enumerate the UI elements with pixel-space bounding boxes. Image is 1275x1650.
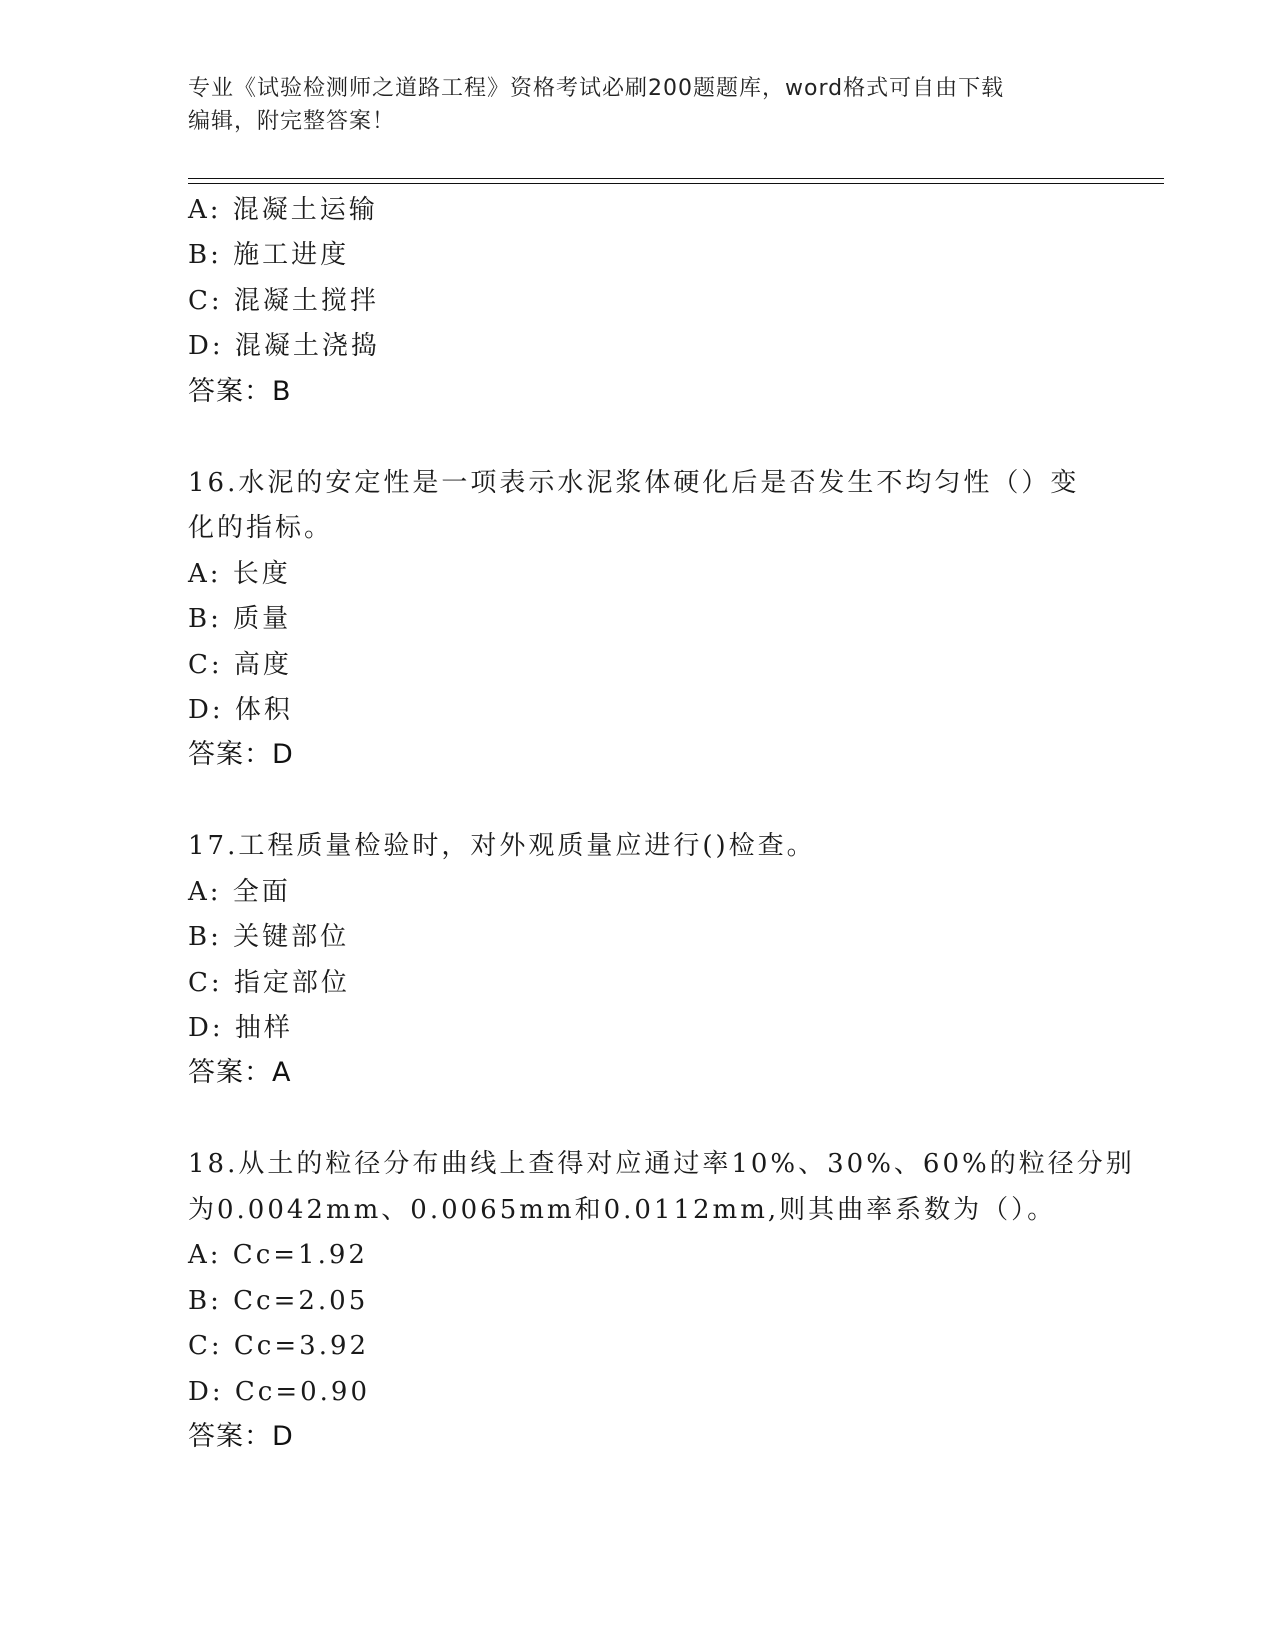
header-divider-bottom bbox=[188, 183, 1164, 184]
q15-option-b: B: 施工进度 bbox=[188, 240, 350, 270]
q17-option-b: B: 关键部位 bbox=[188, 922, 350, 952]
q15-answer: 答案：B bbox=[188, 376, 292, 407]
q16-stem-line-1: 16.水泥的安定性是一项表示水泥浆体硬化后是否发生不均匀性（）变 bbox=[188, 468, 1080, 498]
q18-option-c: C: Cc=3.92 bbox=[188, 1331, 370, 1361]
q18-option-b: B: Cc=2.05 bbox=[188, 1286, 369, 1316]
q16-option-a: A: 长度 bbox=[188, 559, 291, 589]
document-header bbox=[188, 72, 1088, 138]
header-title-line-2: 编辑，附完整答案！ bbox=[188, 109, 396, 134]
q16-option-c: C: 高度 bbox=[188, 650, 292, 680]
q18-stem-line-2: 为0.0042mm、0.0065mm和0.0112mm,则其曲率系数为（）。 bbox=[188, 1195, 1057, 1225]
header-divider-top bbox=[188, 178, 1164, 179]
q15-option-c: C: 混凝土搅拌 bbox=[188, 286, 379, 316]
q15-option-d: D: 混凝土浇捣 bbox=[188, 331, 380, 361]
q17-stem-line-1: 17.工程质量检验时，对外观质量应进行()检查。 bbox=[188, 831, 816, 861]
q18-stem-line-1: 18.从土的粒径分布曲线上查得对应通过率10%、30%、60%的粒径分别 bbox=[188, 1149, 1135, 1179]
q16-option-d: D: 体积 bbox=[188, 695, 293, 725]
q17-option-c: C: 指定部位 bbox=[188, 968, 350, 998]
q18-option-a: A: Cc=1.92 bbox=[188, 1240, 368, 1270]
q17-answer: 答案：A bbox=[188, 1057, 292, 1088]
q16-answer: 答案：D bbox=[188, 739, 294, 770]
q15-option-a: A: 混凝土运输 bbox=[188, 195, 378, 225]
q16-option-b: B: 质量 bbox=[188, 604, 292, 634]
q18-answer: 答案：D bbox=[188, 1421, 294, 1452]
q17-option-a: A: 全面 bbox=[188, 877, 291, 907]
q17-option-d: D: 抽样 bbox=[188, 1013, 293, 1043]
header-title-line-1: 专业《试验检测师之道路工程》资格考试必刷200题题库，word格式可自由下载 bbox=[188, 76, 1005, 101]
q16-stem-line-2: 化的指标。 bbox=[188, 513, 334, 543]
q18-option-d: D: Cc=0.90 bbox=[188, 1377, 371, 1407]
